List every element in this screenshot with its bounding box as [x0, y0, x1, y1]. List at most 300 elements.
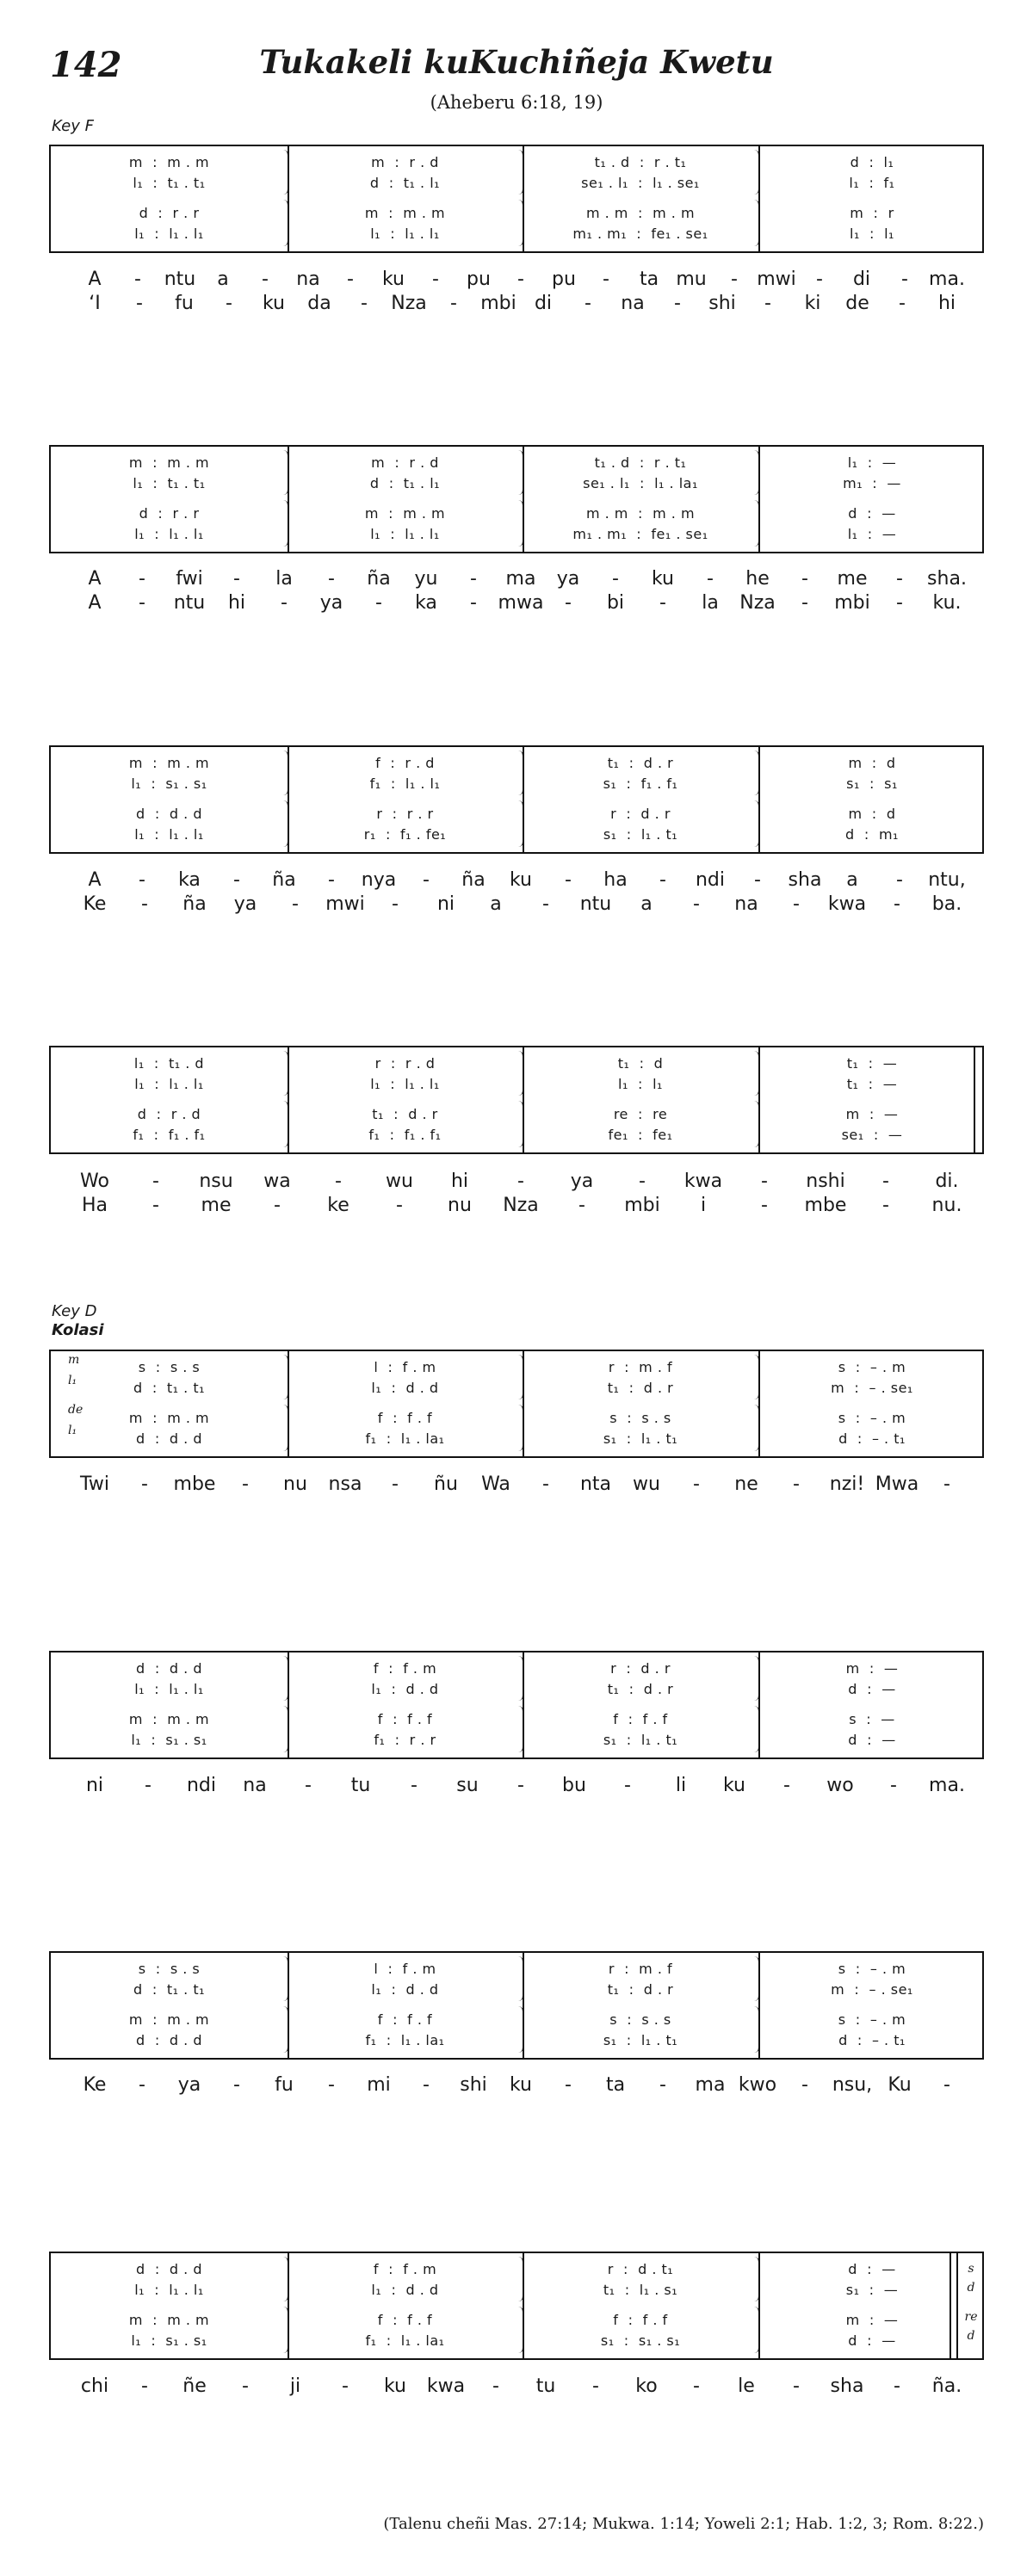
brace: [517, 800, 523, 847]
hyphen: -: [901, 269, 908, 290]
solfa-measure: m : m . m: [128, 1410, 210, 1426]
brace: [753, 500, 759, 547]
lyric-syllable: tu: [535, 2375, 556, 2397]
solfa-measure: d : —: [848, 505, 896, 522]
lyric-syllable: ma.: [929, 1775, 965, 1796]
solfa-measure: l₁ : d . d: [371, 1981, 439, 1998]
lyric-syllable: he: [745, 568, 770, 590]
hyphen: -: [517, 269, 524, 290]
brace: [282, 1956, 288, 2001]
hyphen: -: [470, 568, 477, 590]
hyphen: -: [943, 1473, 950, 1495]
notation-system: [49, 745, 984, 854]
lyric-syllable: ji: [289, 2375, 301, 2397]
lyric-syllable: nu: [448, 1195, 472, 1216]
lyric-syllable: sha: [788, 869, 822, 891]
lyric-syllable: bi: [606, 592, 625, 614]
solfa-measure: t₁ . d : r . t₁: [594, 154, 687, 170]
lyric-syllable: ña: [272, 869, 296, 891]
lyric-syllable: ‘I: [89, 293, 101, 314]
solfa-measure: d : l₁: [850, 154, 894, 170]
lyric-syllable: A: [88, 869, 102, 891]
lyric-syllable: ku: [509, 2074, 533, 2096]
part-mark: l₁: [68, 1374, 77, 1387]
hyphen: -: [145, 1775, 152, 1796]
solfa-measure: r : d . r: [610, 1660, 671, 1677]
key-change-mark: s: [968, 2262, 974, 2276]
solfa-measure: l₁ : l₁ . l₁: [134, 826, 204, 843]
solfa-measure: m : —: [845, 2312, 899, 2328]
lyric-syllable: ne: [734, 1473, 758, 1495]
lyric-syllable: su: [456, 1775, 479, 1796]
lyric-syllable: ko: [635, 2375, 658, 2397]
lyric-syllable: ña.: [931, 2375, 962, 2397]
lyric-syllable: Wo: [80, 1171, 109, 1192]
lyric-syllable: nu: [283, 1473, 307, 1495]
lyric-syllable: ku: [381, 269, 405, 290]
solfa-measure: d : —: [848, 1681, 896, 1697]
hyphen: -: [281, 592, 288, 614]
solfa-measure: d : r . r: [139, 505, 200, 522]
solfa-measure: s : —: [849, 1711, 895, 1727]
solfa-measure: r : d . t₁: [607, 2261, 674, 2277]
lyric-syllable: ha: [603, 869, 628, 891]
hyphen: -: [517, 1775, 524, 1796]
lyric-syllable: ña: [182, 893, 207, 915]
hyphen: -: [943, 2074, 950, 2096]
solfa-measure: f₁ : r . r: [374, 1732, 436, 1748]
solfa-measure: f : f . f: [377, 2011, 433, 2028]
chorus-label: Kolasi: [52, 1321, 104, 1339]
brace: [517, 2006, 523, 2053]
notation-system: [49, 1350, 984, 1458]
hyphen: -: [624, 1775, 631, 1796]
brace: [282, 150, 288, 195]
hyphen: -: [793, 2375, 800, 2397]
solfa-measure: m : m . m: [128, 2312, 210, 2328]
lyric-syllable: ta: [605, 2074, 626, 2096]
lyric-syllable: mu: [676, 269, 707, 290]
lyric-syllable: wu: [633, 1473, 660, 1495]
hyphen: -: [761, 1195, 768, 1216]
solfa-measure: d : —: [848, 2332, 896, 2349]
lyric-syllable: da: [307, 293, 331, 314]
lyric-syllable: wo: [826, 1775, 854, 1796]
solfa-measure: d : —: [848, 1732, 896, 1748]
lyric-syllable: kwa: [684, 1171, 723, 1192]
solfa-measure: m₁ . m₁ : fe₁ . se₁: [572, 526, 708, 542]
hyphen: -: [492, 2375, 499, 2397]
solfa-measure: l₁ : —: [847, 454, 897, 471]
lyric-syllable: mbi: [624, 1195, 660, 1216]
lyric-syllable: mwi: [757, 269, 796, 290]
hyphen: -: [890, 1775, 897, 1796]
hyphen: -: [141, 1473, 148, 1495]
notation-system: [49, 1046, 984, 1154]
notation-system: [49, 2252, 984, 2360]
brace: [517, 1956, 523, 2001]
hyphen: -: [305, 1775, 312, 1796]
lyric-syllable: ya: [177, 2074, 201, 2096]
solfa-measure: l₁ : l₁ . l₁: [134, 225, 204, 242]
lyric-syllable: wa: [263, 1171, 291, 1192]
lyric-syllable: Nza: [739, 592, 776, 614]
solfa-measure: s₁ : l₁ . t₁: [603, 1430, 678, 1447]
solfa-measure: f₁ : l₁ . la₁: [365, 1430, 445, 1447]
solfa-measure: m : m . m: [128, 2011, 210, 2028]
lyric-syllable: ya: [556, 568, 580, 590]
solfa-measure: l₁ : l₁: [618, 1076, 663, 1092]
lyric-syllable: na: [243, 1775, 267, 1796]
solfa-measure: m : —: [845, 1106, 899, 1122]
solfa-measure: d : r . r: [139, 205, 200, 221]
solfa-measure: l₁ : l₁ . l₁: [370, 225, 440, 242]
lyric-syllable: sha: [830, 2375, 864, 2397]
notation-system: [49, 1951, 984, 2060]
solfa-measure: m : r . d: [371, 154, 439, 170]
lyric-syllable: ni: [85, 1775, 104, 1796]
hyphen: -: [139, 2074, 145, 2096]
brace: [753, 2006, 759, 2053]
solfa-measure: d : m₁: [845, 826, 899, 843]
hyphen: -: [342, 2375, 349, 2397]
hyphen: -: [152, 1171, 159, 1192]
lyric-syllable: ntu: [579, 893, 612, 915]
lyric-syllable: ba.: [931, 893, 962, 915]
lyric-syllable: ma: [505, 568, 536, 590]
lyric-syllable: shi: [460, 2074, 487, 2096]
solfa-measure: l₁ : s₁ . s₁: [131, 1732, 207, 1748]
solfa-measure: r₁ : f₁ . fe₁: [363, 826, 447, 843]
solfa-measure: m : d: [848, 806, 896, 822]
solfa-measure: s₁ : f₁ . f₁: [603, 775, 678, 792]
lyric-syllable: Ke: [83, 893, 107, 915]
hyphen: -: [423, 869, 430, 891]
key-signature-d: Key D: [52, 1302, 97, 1320]
solfa-measure: l₁ : l₁ . l₁: [370, 1076, 440, 1092]
solfa-measure: m : r . d: [371, 454, 439, 471]
hyphen: -: [612, 568, 619, 590]
lyric-syllable: li: [675, 1775, 687, 1796]
brace: [517, 1051, 523, 1096]
lyric-line: [0, 1171, 1033, 1195]
lyric-syllable: me: [201, 1195, 232, 1216]
solfa-measure: s₁ : l₁ . t₁: [603, 826, 678, 843]
solfa-measure: m₁ . m₁ : fe₁ . se₁: [572, 225, 708, 242]
hyphen: -: [565, 2074, 572, 2096]
hyphen: -: [432, 269, 439, 290]
solfa-measure: l : f . m: [374, 1359, 436, 1375]
hyphen: -: [896, 592, 903, 614]
solfa-measure: r : r . d: [374, 1055, 436, 1072]
lyric-syllable: mbi: [480, 293, 516, 314]
lyric-syllable: nsu: [199, 1171, 233, 1192]
brace: [517, 751, 523, 795]
lyric-syllable: ku: [262, 293, 286, 314]
solfa-measure: l₁ : l₁ . l₁: [134, 526, 204, 542]
hyphen: -: [242, 1473, 249, 1495]
brace: [282, 2006, 288, 2053]
lyric-syllable: ntu,: [928, 869, 966, 891]
solfa-measure: l₁ : —: [847, 526, 897, 542]
solfa-measure: l₁ : l₁: [850, 225, 894, 242]
hyphen: -: [659, 869, 666, 891]
lyric-syllable: ña: [461, 869, 486, 891]
hyphen: -: [801, 568, 808, 590]
lyric-syllable: nya: [361, 869, 397, 891]
solfa-measure: m : m . m: [128, 1711, 210, 1727]
hyphen: -: [659, 2074, 666, 2096]
lyric-syllable: a: [490, 893, 502, 915]
lyric-line: [0, 1195, 1033, 1219]
lyric-syllable: ka: [178, 869, 201, 891]
hyphen: -: [141, 893, 148, 915]
lyric-syllable: la: [275, 568, 293, 590]
key-change-mark: d: [967, 2281, 975, 2295]
brace: [753, 1706, 759, 1752]
solfa-measure: m : – . se₁: [831, 1380, 913, 1396]
lyric-syllable: fu: [275, 2074, 294, 2096]
hyphen: -: [592, 2375, 599, 2397]
lyric-syllable: na: [296, 269, 320, 290]
brace: [282, 1101, 288, 1147]
lyric-syllable: hi: [937, 293, 956, 314]
lyric-syllable: ya: [233, 893, 257, 915]
lyric-syllable: fwi: [176, 568, 203, 590]
lyric-syllable: ma.: [929, 269, 965, 290]
solfa-measure: d : t₁ . t₁: [133, 1380, 206, 1396]
hyphen: -: [517, 1171, 524, 1192]
solfa-measure: d : t₁ . l₁: [369, 475, 441, 491]
lyric-syllable: Nza: [503, 1195, 539, 1216]
solfa-measure: r : d . r: [610, 806, 671, 822]
lyric-syllable: Ha: [81, 1195, 108, 1216]
solfa-measure: r : m . f: [608, 1961, 673, 1977]
part-mark: m: [68, 1353, 80, 1367]
hyphen: -: [375, 592, 382, 614]
hyphen: -: [761, 1171, 768, 1192]
solfa-measure: t₁ : —: [846, 1076, 898, 1092]
brace: [517, 2307, 523, 2353]
lyric-syllable: ntu: [173, 592, 206, 614]
hyphen: -: [233, 869, 240, 891]
solfa-measure: m : d: [848, 755, 896, 771]
solfa-measure: t₁ : —: [846, 1055, 898, 1072]
lyric-syllable: ta: [639, 269, 659, 290]
lyric-syllable: nzi!: [829, 1473, 865, 1495]
lyric-syllable: fu: [175, 293, 194, 314]
brace: [753, 1956, 759, 2001]
brace: [753, 1405, 759, 1451]
lyric-line: [0, 2375, 1033, 2400]
key-change-mark: d: [967, 2329, 975, 2343]
lyric-syllable: pu: [552, 269, 576, 290]
brace: [517, 1706, 523, 1752]
lyric-line: [0, 1473, 1033, 1498]
solfa-measure: s₁ : l₁ . t₁: [603, 1732, 678, 1748]
lyric-syllable: yu: [414, 568, 438, 590]
solfa-measure: f : f . m: [373, 2261, 437, 2277]
brace: [517, 1101, 523, 1147]
hyphen: -: [896, 869, 903, 891]
solfa-measure: m : m . m: [128, 755, 210, 771]
solfa-measure: l₁ : l₁ . l₁: [134, 2282, 204, 2298]
solfa-measure: s : – . m: [838, 1359, 906, 1375]
solfa-measure: t₁ . d : r . t₁: [594, 454, 687, 471]
solfa-measure: d : r . d: [137, 1106, 201, 1122]
lyric-syllable: Mwa: [875, 1473, 919, 1495]
lyric-syllable: ki: [804, 293, 821, 314]
lyric-syllable: mwi: [325, 893, 365, 915]
lyric-syllable: hi: [450, 1171, 469, 1192]
solfa-measure: m : – . se₁: [831, 1981, 913, 1998]
lyric-syllable: pu: [467, 269, 491, 290]
part-mark: de: [68, 1403, 84, 1417]
solfa-measure: r : m . f: [608, 1359, 673, 1375]
brace: [282, 1656, 288, 1701]
hyphen: -: [274, 1195, 281, 1216]
solfa-measure: l₁ : l₁ . l₁: [134, 1681, 204, 1697]
lyric-syllable: ntu: [164, 269, 196, 290]
solfa-measure: s : s . s: [609, 1410, 671, 1426]
lyric-syllable: nta: [579, 1473, 612, 1495]
brace: [282, 450, 288, 495]
solfa-measure: l₁ : f₁: [849, 175, 895, 191]
solfa-measure: l₁ : t₁ . d: [133, 1055, 205, 1072]
solfa-measure: s₁ : s₁: [846, 775, 898, 792]
lyric-line: [0, 269, 1033, 293]
solfa-measure: d : d . d: [136, 1660, 202, 1677]
brace: [753, 2307, 759, 2353]
solfa-measure: d : t₁ . l₁: [369, 175, 441, 191]
solfa-measure: m . m : m . m: [585, 505, 696, 522]
brace: [753, 450, 759, 495]
solfa-measure: s : s . s: [138, 1359, 201, 1375]
lyric-syllable: Wa: [481, 1473, 510, 1495]
hyphen: -: [801, 2074, 808, 2096]
hyphen: -: [139, 869, 145, 891]
brace: [517, 1355, 523, 1399]
solfa-measure: s₁ : l₁ . t₁: [603, 2032, 678, 2048]
solfa-measure: d : – . t₁: [838, 2032, 906, 2048]
brace: [753, 1051, 759, 1096]
solfa-measure: m . m : m . m: [585, 205, 696, 221]
lyric-line: [0, 293, 1033, 317]
hyphen: -: [423, 2074, 430, 2096]
solfa-measure: f : r . d: [375, 755, 435, 771]
hyphen: -: [793, 893, 800, 915]
lyric-syllable: tu: [350, 1775, 371, 1796]
hyphen: -: [136, 293, 143, 314]
solfa-measure: d : d . d: [136, 806, 202, 822]
hyphen: -: [801, 592, 808, 614]
lyric-line: [0, 1775, 1033, 1799]
brace: [282, 1706, 288, 1752]
lyric-syllable: nsa: [328, 1473, 362, 1495]
solfa-measure: f₁ : f₁ . f₁: [368, 1127, 442, 1143]
lyric-syllable: mi: [367, 2074, 391, 2096]
hyphen: -: [816, 269, 823, 290]
brace: [282, 1405, 288, 1451]
lyric-syllable: mbe: [804, 1195, 847, 1216]
brace: [517, 1656, 523, 1701]
hyphen: -: [396, 1195, 403, 1216]
solfa-measure: l₁ : d . d: [371, 2282, 439, 2298]
lyric-syllable: hi: [227, 592, 246, 614]
solfa-measure: f₁ : f₁ . f₁: [133, 1127, 206, 1143]
brace: [753, 200, 759, 246]
solfa-measure: f : f . f: [613, 2312, 668, 2328]
hyphen: -: [707, 568, 714, 590]
hyphen: -: [764, 293, 771, 314]
hyphen: -: [361, 293, 368, 314]
solfa-measure: m : r: [850, 205, 894, 221]
hyphen: -: [335, 1171, 342, 1192]
brace: [753, 751, 759, 795]
lyric-syllable: ndi: [186, 1775, 217, 1796]
solfa-measure: f : f . f: [377, 2312, 433, 2328]
brace: [282, 800, 288, 847]
hyphen: -: [392, 893, 399, 915]
solfa-measure: l₁ : t₁ . t₁: [133, 175, 206, 191]
lyric-syllable: sha.: [927, 568, 967, 590]
lyric-syllable: ya: [570, 1171, 594, 1192]
solfa-measure: s : s . s: [609, 2011, 671, 2028]
lyric-syllable: ku: [651, 568, 675, 590]
lyric-syllable: i: [700, 1195, 707, 1216]
hyphen: -: [347, 269, 354, 290]
solfa-measure: fe₁ : fe₁: [608, 1127, 673, 1143]
lyric-syllable: shi: [708, 293, 736, 314]
lyric-syllable: kwa: [827, 893, 867, 915]
solfa-measure: d : —: [848, 2261, 896, 2277]
solfa-measure: l : f . m: [374, 1961, 436, 1977]
lyric-syllable: ku: [722, 1775, 746, 1796]
lyric-syllable: di: [534, 293, 553, 314]
footnote-references: (Talenu cheñi Mas. 27:14; Mukwa. 1:14; Yoweli 2:1; Hab. 1:2, 3; Rom. 8:22.): [383, 2515, 984, 2533]
hyphen: -: [152, 1195, 159, 1216]
hyphen: -: [731, 269, 738, 290]
solfa-measure: t₁ : d . r: [607, 1681, 674, 1697]
hyphen: -: [783, 1775, 790, 1796]
lyric-line: [0, 893, 1033, 917]
lyric-syllable: ku.: [932, 592, 962, 614]
hyphen: -: [565, 869, 572, 891]
hyphen: -: [262, 269, 269, 290]
hyphen: -: [793, 1473, 800, 1495]
brace: [282, 1051, 288, 1096]
lyric-syllable: nu.: [931, 1195, 962, 1216]
lyric-syllable: mwa: [498, 592, 544, 614]
solfa-measure: s₁ : —: [845, 2282, 899, 2298]
hyphen: -: [139, 568, 145, 590]
lyric-syllable: de: [845, 293, 869, 314]
brace: [517, 2257, 523, 2301]
hyphen: -: [899, 293, 906, 314]
solfa-measure: f₁ : l₁ . l₁: [369, 775, 441, 792]
lyric-syllable: nshi: [806, 1171, 845, 1192]
solfa-measure: f₁ : l₁ . la₁: [365, 2032, 445, 2048]
solfa-measure: m : —: [845, 1660, 899, 1677]
solfa-measure: se₁ . l₁ : l₁ . la₁: [583, 475, 698, 491]
solfa-measure: f₁ : l₁ . la₁: [365, 2332, 445, 2349]
lyric-syllable: A: [88, 568, 102, 590]
brace: [282, 751, 288, 795]
hyphen: -: [392, 1473, 399, 1495]
solfa-measure: d : – . t₁: [838, 1430, 906, 1447]
brace: [753, 1101, 759, 1147]
brace: [517, 1405, 523, 1451]
